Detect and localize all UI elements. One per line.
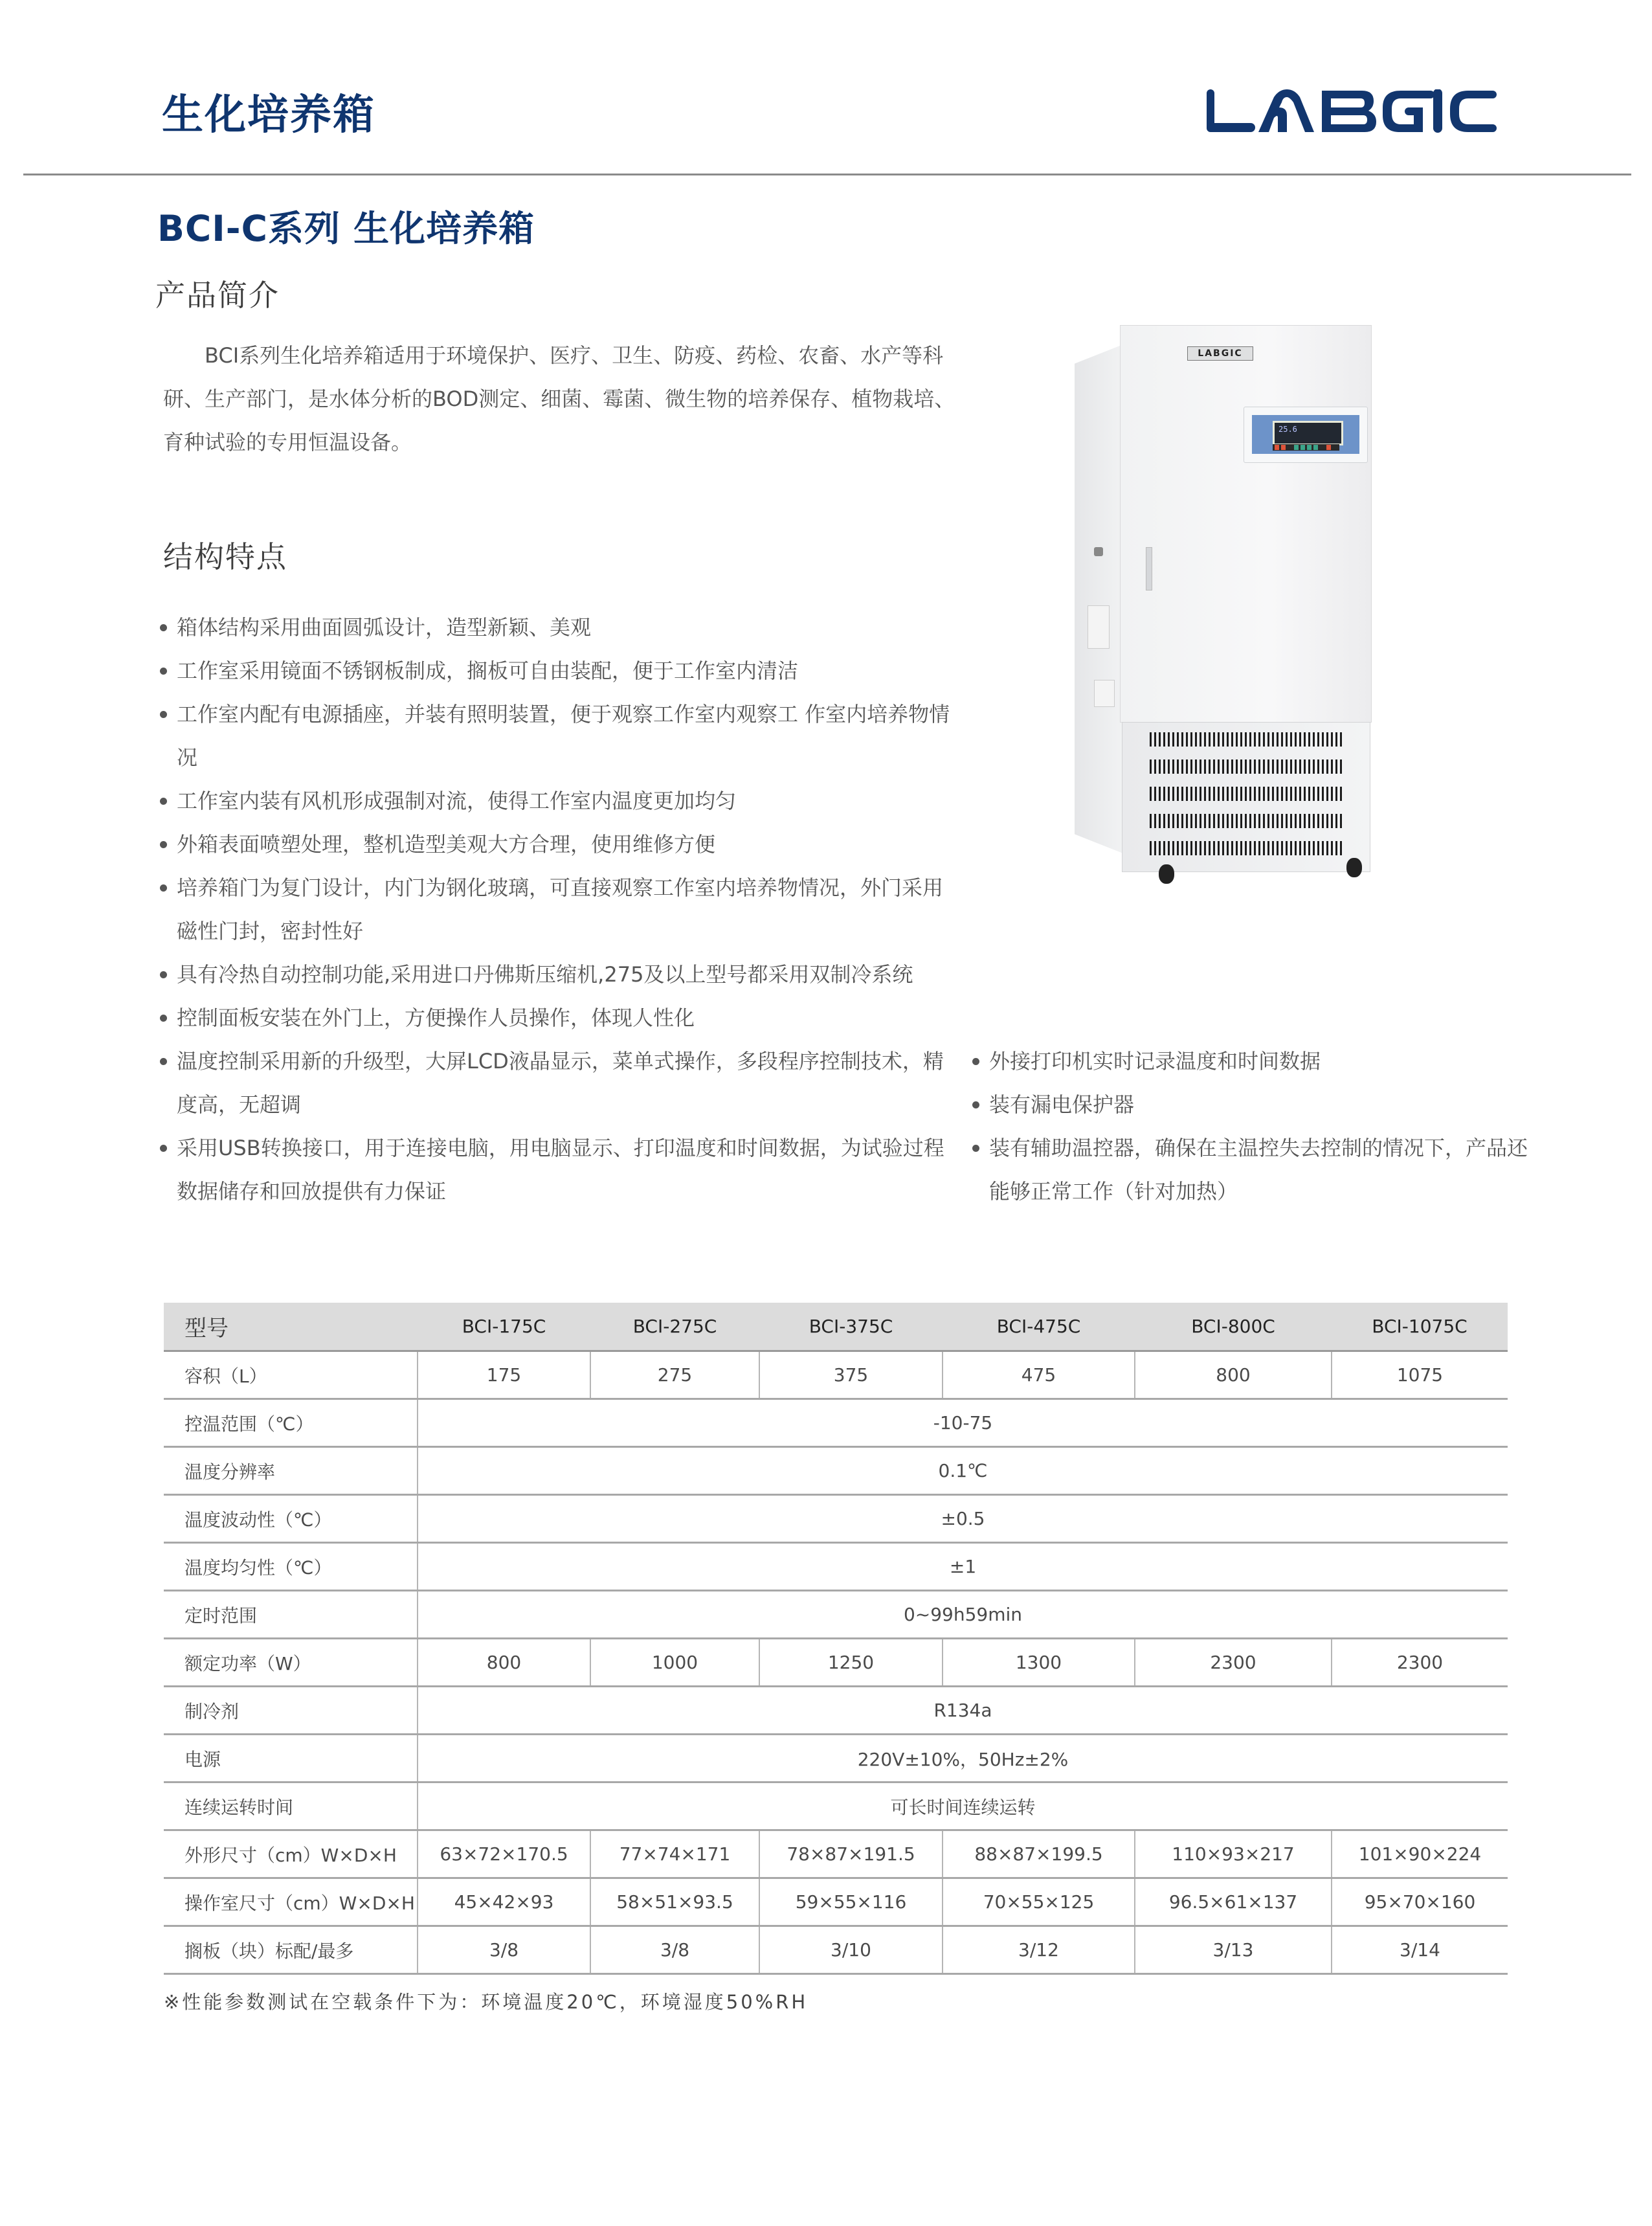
- table-cell: 70×55×125: [943, 1878, 1135, 1926]
- key-icon: [1275, 445, 1279, 450]
- series-title: BCI-C系列 生化培养箱: [157, 208, 535, 249]
- key-icon: [1300, 445, 1305, 450]
- table-cell: 63×72×170.5: [418, 1830, 590, 1878]
- cabinet-side-socket: [1094, 680, 1115, 707]
- table-cell: 375: [759, 1351, 943, 1399]
- column-header: BCI-1075C: [1332, 1303, 1508, 1351]
- product-image-incubator: [1068, 320, 1379, 903]
- cabinet-base-panel: [1122, 722, 1370, 872]
- table-cell: 59×55×116: [759, 1878, 943, 1926]
- feature-item: 外接打印机实时记录温度和时间数据: [972, 1040, 1529, 1083]
- row-label: 外形尺寸（cm）W×D×H: [184, 1844, 397, 1866]
- table-row: [164, 1735, 1508, 1782]
- table-cell: 1250: [759, 1639, 943, 1687]
- feature-item: 采用USB转换接口，用于连接电脑，用电脑显示、打印温度和时间数据，为试验过程数据储存和回放提供有力保证: [160, 1127, 956, 1213]
- column-header: BCI-175C: [418, 1303, 590, 1351]
- table-cell-merged: -10-75: [418, 1399, 1508, 1447]
- page-header-title: 生化培养箱: [162, 91, 375, 139]
- table-cell: 1300: [943, 1639, 1135, 1687]
- column-header: BCI-800C: [1135, 1303, 1332, 1351]
- table-row: [164, 1878, 1508, 1926]
- table-cell: 101×90×224: [1332, 1830, 1508, 1878]
- table-cell: 3/14: [1332, 1926, 1508, 1974]
- row-label: 定时范围: [184, 1604, 258, 1626]
- feature-item: 控制面板安装在外门上，方便操作人员操作，体现人性化: [160, 996, 956, 1040]
- table-cell: 475: [943, 1351, 1135, 1399]
- column-header-model: 型号: [164, 1303, 418, 1351]
- table-cell: 2300: [1135, 1639, 1332, 1687]
- feature-item: 箱体结构采用曲面圆弧设计，造型新颖、美观: [160, 606, 956, 649]
- table-row: [164, 1639, 1508, 1687]
- row-label: 容积（L）: [184, 1365, 267, 1387]
- table-cell: 3/12: [943, 1926, 1135, 1974]
- lcd-reading: 25.6: [1278, 425, 1297, 434]
- table-row: [164, 1351, 1508, 1399]
- intro-text: BCI系列生化培养箱适用于环境保护、医疗、卫生、防疫、药检、农畜、水产等科研、生产部门，是水体分析的BOD测定、细菌、霉菌、微生物的培养保存、植物栽培、育种试验的专用恒温设备。: [163, 343, 955, 455]
- feature-item: 工作室采用镜面不锈钢板制成，搁板可自由装配，便于工作室内清洁: [160, 649, 956, 693]
- row-label: 温度波动性（℃）: [184, 1509, 332, 1531]
- table-row: [164, 1495, 1508, 1543]
- table-row: [164, 1926, 1508, 1974]
- cabinet-door: [1120, 325, 1372, 723]
- feature-list-right: [972, 1040, 1529, 1213]
- table-cell-merged: 0~99h59min: [418, 1591, 1508, 1639]
- table-cell: 95×70×160: [1332, 1878, 1508, 1926]
- features-heading: 结构特点: [163, 539, 287, 574]
- intro-paragraph: [163, 334, 966, 464]
- table-cell: 275: [590, 1351, 759, 1399]
- column-header: BCI-475C: [943, 1303, 1135, 1351]
- table-cell: 3/13: [1135, 1926, 1332, 1974]
- table-cell: 96.5×61×137: [1135, 1878, 1332, 1926]
- table-cell: 58×51×93.5: [590, 1878, 759, 1926]
- caster-wheel-left: [1159, 864, 1174, 884]
- test-conditions-footnote: ※性能参数测试在空载条件下为：环境温度20℃，环境湿度50%RH: [164, 1991, 809, 2013]
- door-handle: [1146, 547, 1152, 590]
- column-header: BCI-375C: [759, 1303, 943, 1351]
- table-cell-merged: 220V±10%，50Hz±2%: [418, 1735, 1508, 1782]
- key-icon: [1326, 445, 1331, 450]
- cabinet-side-panel: [1075, 343, 1126, 855]
- row-label: 电源: [184, 1748, 221, 1770]
- feature-list-left: [160, 606, 956, 1213]
- table-header-row: [164, 1303, 1508, 1351]
- table-cell-merged: 0.1℃: [418, 1447, 1508, 1495]
- table-row: [164, 1591, 1508, 1639]
- table-cell: 77×74×171: [590, 1830, 759, 1878]
- vent-row: [1150, 841, 1344, 855]
- caster-wheel-right: [1346, 858, 1362, 877]
- header-divider: [23, 174, 1631, 175]
- table-cell: 45×42×93: [418, 1878, 590, 1926]
- table-cell: 1075: [1332, 1351, 1508, 1399]
- cabinet-test-port: [1094, 547, 1103, 556]
- vent-row: [1150, 787, 1344, 801]
- column-header: BCI-275C: [590, 1303, 759, 1351]
- row-label: 搁板（块）标配/最多: [184, 1940, 354, 1962]
- vent-row: [1150, 732, 1344, 747]
- key-icon: [1288, 445, 1292, 450]
- feature-item: 工作室内装有风机形成强制对流，使得工作室内温度更加均匀: [160, 780, 956, 823]
- table-cell: 800: [418, 1639, 590, 1687]
- table-cell-merged: ±1: [418, 1543, 1508, 1591]
- labgic-logo-icon: [1207, 89, 1497, 133]
- control-panel: [1244, 407, 1368, 463]
- feature-item: 温度控制采用新的升级型，大屏LCD液晶显示，菜单式操作，多段程序控制技术，精度高，无超调: [160, 1040, 956, 1127]
- control-panel-face: [1252, 415, 1359, 454]
- row-label: 制冷剂: [184, 1700, 240, 1722]
- vent-row: [1150, 759, 1344, 774]
- row-label: 温度分辨率: [184, 1461, 276, 1483]
- table-cell: 175: [418, 1351, 590, 1399]
- spec-table: [164, 1303, 1508, 1975]
- table-cell-merged: R134a: [418, 1687, 1508, 1735]
- table-cell: 800: [1135, 1351, 1332, 1399]
- table-cell: 78×87×191.5: [759, 1830, 943, 1878]
- feature-item: 装有辅助温控器，确保在主温控失去控制的情况下，产品还能够正常工作（针对加热）: [972, 1127, 1529, 1213]
- table-row: [164, 1399, 1508, 1447]
- feature-item: 具有冷热自动控制功能,采用进口丹佛斯压缩机,275及以上型号都采用双制冷系统: [160, 953, 956, 996]
- lcd-display: [1273, 421, 1343, 445]
- row-label: 操作室尺寸（cm）W×D×H: [184, 1892, 415, 1914]
- key-icon: [1294, 445, 1299, 450]
- ventilation-grille: [1150, 732, 1344, 855]
- table-cell-merged: ±0.5: [418, 1495, 1508, 1543]
- labgic-logo: [1207, 89, 1497, 133]
- cabinet-logo-badge: LABGIC: [1187, 346, 1253, 361]
- table-row: [164, 1543, 1508, 1591]
- intro-heading: 产品简介: [155, 278, 280, 313]
- feature-item: 装有漏电保护器: [972, 1083, 1529, 1127]
- row-label: 控温范围（℃）: [184, 1413, 314, 1435]
- table-cell: 1000: [590, 1639, 759, 1687]
- feature-item: 培养箱门为复门设计，内门为钢化玻璃，可直接观察工作室内培养物情况，外门采用磁性门封，密封性好: [160, 866, 956, 953]
- table-row: [164, 1782, 1508, 1830]
- table-cell: 3/8: [590, 1926, 759, 1974]
- key-icon: [1320, 445, 1324, 450]
- row-label: 额定功率（W）: [184, 1652, 311, 1674]
- table-cell: 88×87×199.5: [943, 1830, 1135, 1878]
- cabinet-side-box: [1088, 605, 1110, 649]
- table-cell: 2300: [1332, 1639, 1508, 1687]
- table-row: [164, 1687, 1508, 1735]
- table-cell-merged: 可长时间连续运转: [418, 1782, 1508, 1830]
- control-keypad: [1273, 444, 1339, 451]
- feature-item: 工作室内配有电源插座，并装有照明装置，便于观察工作室内观察工 作室内培养物情况: [160, 693, 956, 780]
- key-icon: [1281, 445, 1286, 450]
- row-label: 连续运转时间: [184, 1796, 294, 1818]
- table-row: [164, 1447, 1508, 1495]
- table-cell: 3/8: [418, 1926, 590, 1974]
- table-cell: 110×93×217: [1135, 1830, 1332, 1878]
- key-icon: [1313, 445, 1318, 450]
- row-label: 温度均匀性（℃）: [184, 1557, 332, 1579]
- table-row: [164, 1830, 1508, 1878]
- feature-item: 外箱表面喷塑处理，整机造型美观大方合理，使用维修方便: [160, 823, 956, 866]
- table-cell: 3/10: [759, 1926, 943, 1974]
- key-icon: [1307, 445, 1312, 450]
- vent-row: [1150, 814, 1344, 828]
